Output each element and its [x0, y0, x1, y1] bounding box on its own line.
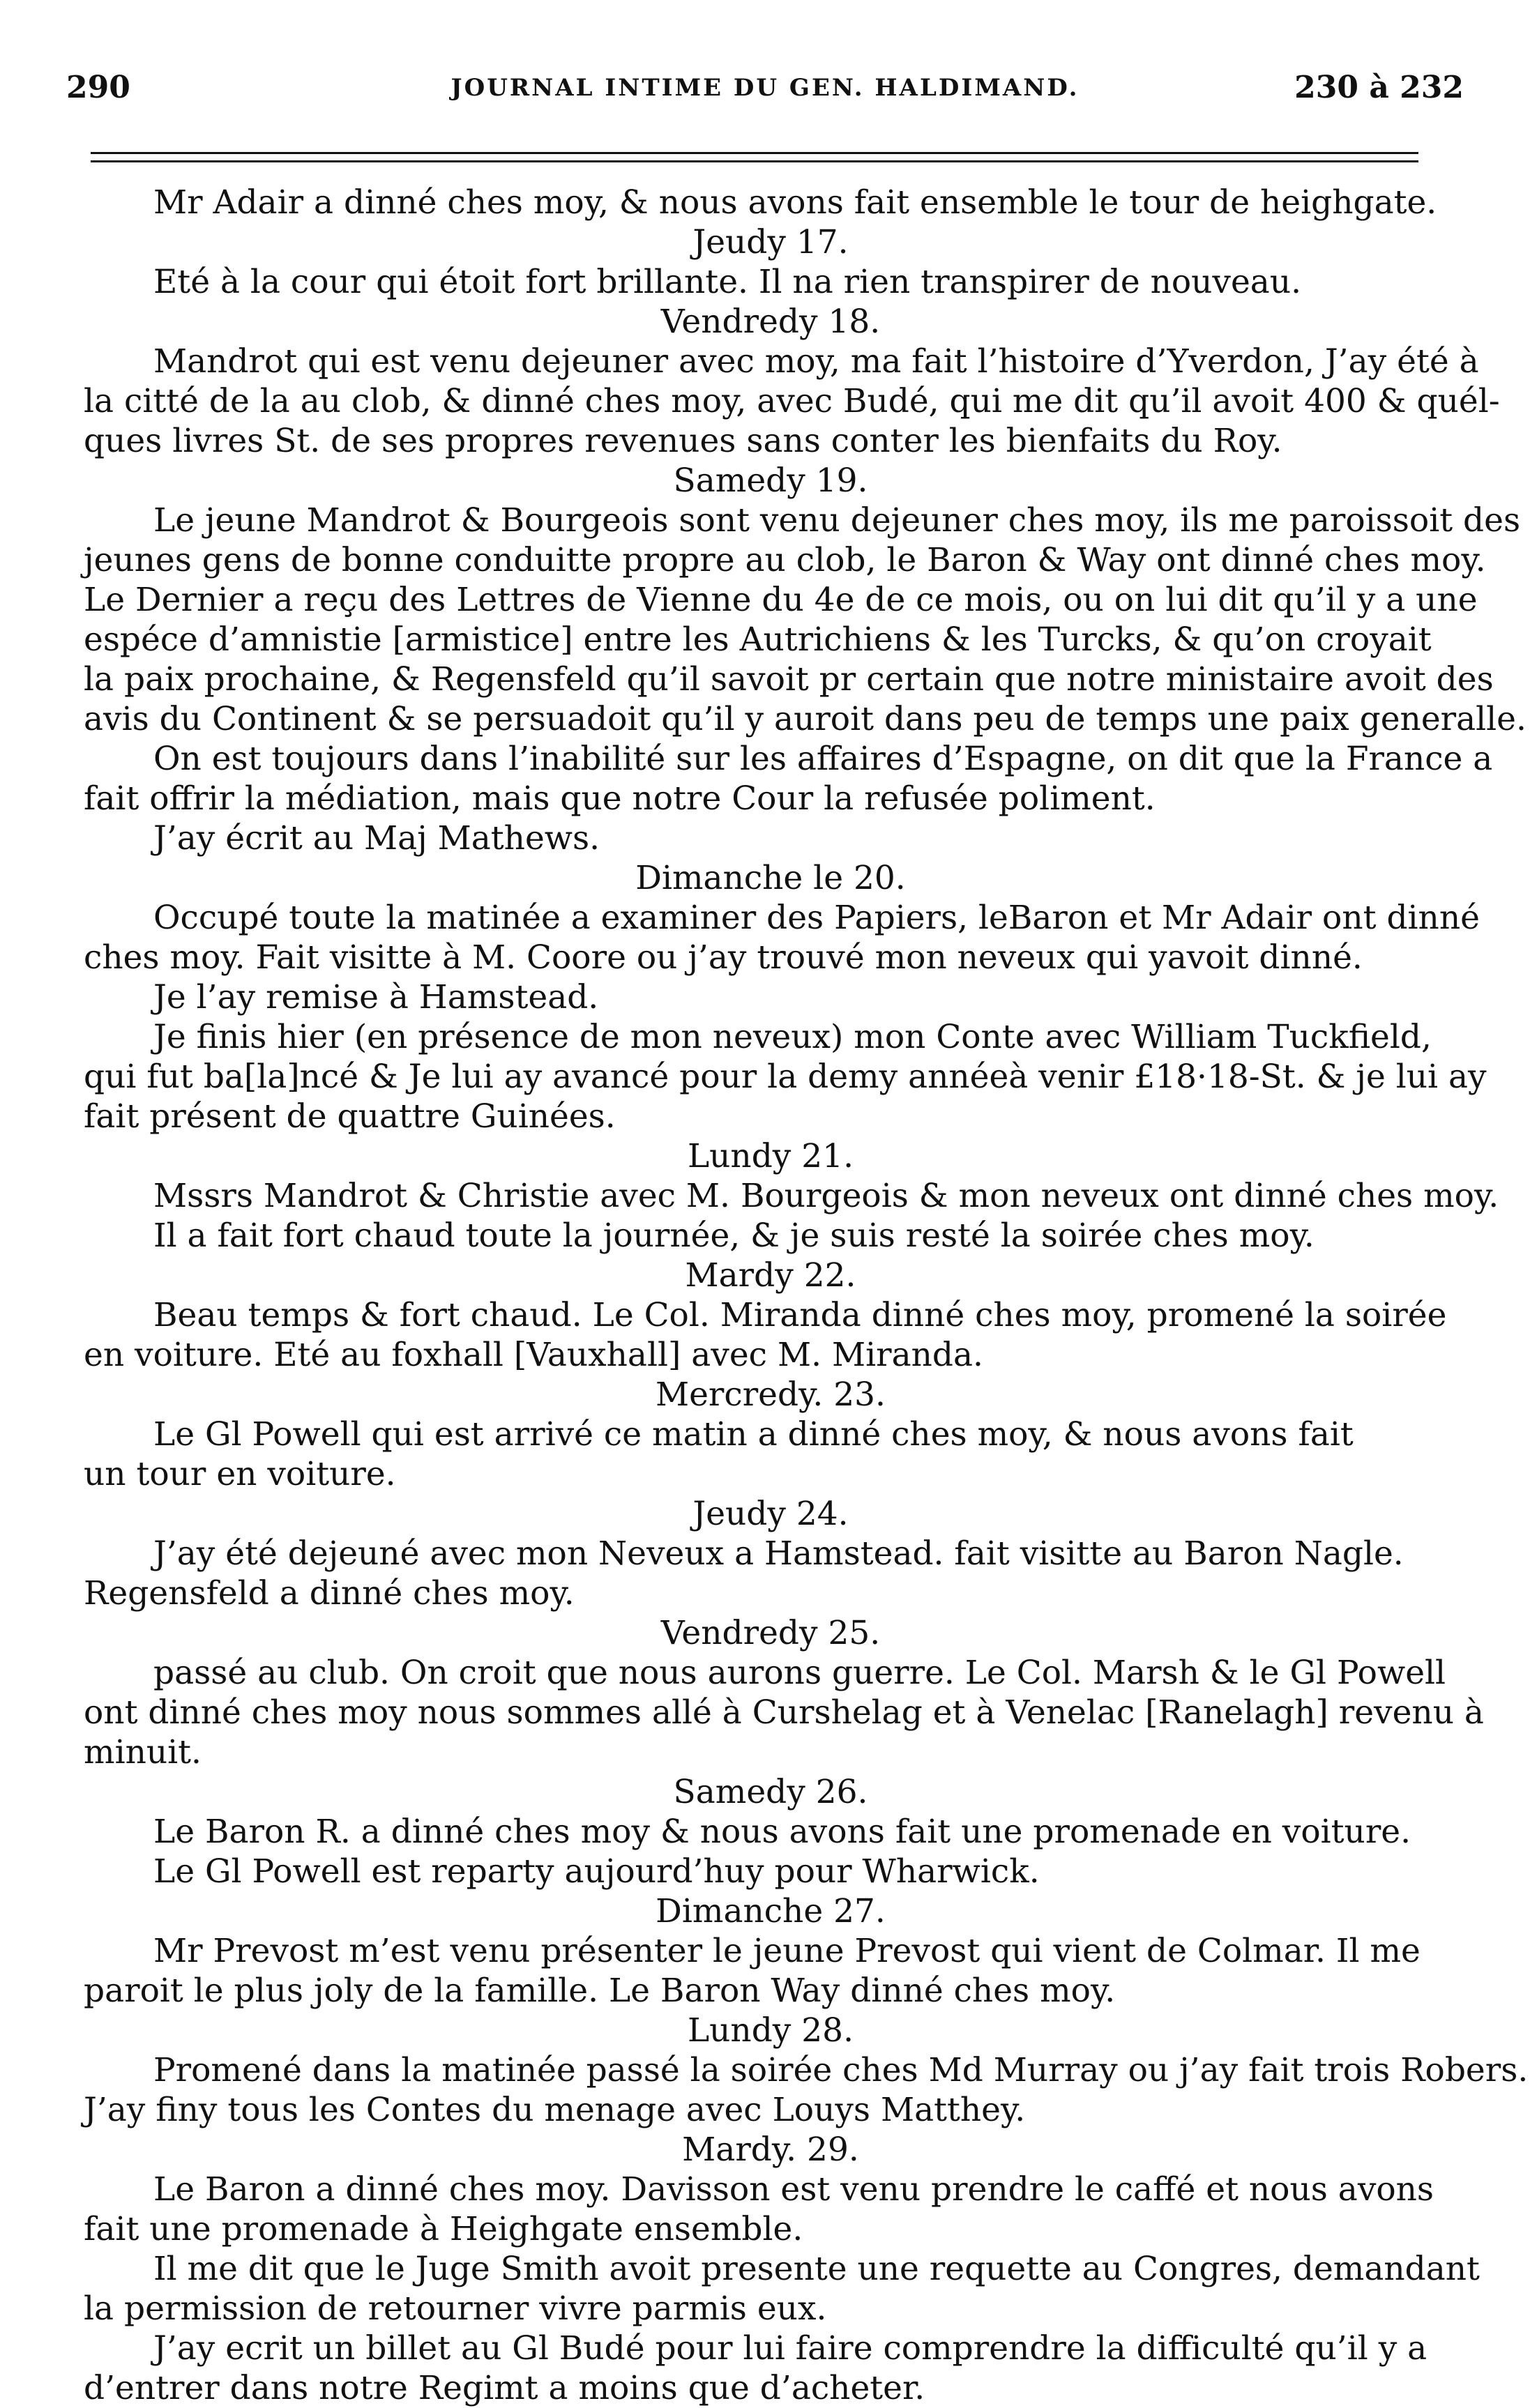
text-line: Regensfeld a dinné ches moy.	[84, 1574, 575, 1613]
text-line: Mssrs Mandrot & Christie avec M. Bourgeois & mon neveux ont dinné ches moy.	[153, 1177, 1499, 1215]
text-line: Mr Prevost m’est venu présenter le jeune Prevost qui vient de Colmar. Il me	[153, 1932, 1421, 1970]
text-line: la permission de retourner vivre parmis eux.	[84, 2289, 827, 2328]
text-line: paroit le plus joly de la famille. Le Baron Way dinné ches moy.	[84, 1972, 1116, 2010]
text-line: un tour en voiture.	[84, 1455, 396, 1493]
page-range: 230 à 232	[1294, 70, 1464, 105]
text-line: la paix prochaine, & Regensfeld qu’il savoit pr certain que notre ministaire avoit des	[84, 660, 1494, 699]
date-heading: Jeudy 17.	[692, 223, 849, 261]
date-heading: Mercredy. 23.	[655, 1376, 886, 1414]
text-line: Promené dans la matinée passé la soirée ches Md Murray ou j’ay fait trois Robers.	[153, 2051, 1529, 2089]
text-line: ont dinné ches moy nous sommes allé à Curshelag et à Venelac [Ranelagh] revenu à	[84, 1693, 1484, 1732]
text-line: J’ay finy tous les Contes du menage avec Louys Matthey.	[84, 2091, 1026, 2129]
text-line: qui fut ba[la]ncé & Je lui ay avancé pour la demy annéeà venir £18·18-St. & je lui ay	[84, 1058, 1487, 1096]
running-title: JOURNAL INTIME DU GEN. HALDIMAND.	[450, 74, 1080, 102]
text-line: Je finis hier (en présence de mon neveux) mon Conte avec William Tuckfield,	[153, 1018, 1432, 1056]
text-line: Beau temps & fort chaud. Le Col. Miranda dinné ches moy, promené la soirée	[153, 1296, 1447, 1334]
text-line: la citté de la au clob, & dinné ches moy, avec Budé, qui me dit qu’il avoit 400 & quél-	[84, 382, 1500, 420]
text-line: Je l’ay remise à Hamstead.	[153, 978, 599, 1016]
text-line: J’ay ecrit un billet au Gl Budé pour lui faire comprendre la difficulté qu’il y a	[153, 2329, 1427, 2368]
header-rule-top	[91, 152, 1418, 154]
page-number: 290	[66, 70, 130, 105]
text-line: espéce d’amnistie [armistice] entre les Autrichiens & les Turcks, & qu’on croyait	[84, 620, 1432, 659]
journal-body	[84, 183, 1529, 2408]
text-line: J’ay écrit au Maj Mathews.	[153, 819, 600, 858]
date-heading: Mardy 22.	[685, 1256, 856, 1295]
date-heading: Vendredy 25.	[660, 1614, 881, 1652]
date-heading: Lundy 28.	[687, 2011, 854, 2050]
date-heading: Lundy 21.	[687, 1137, 854, 1175]
date-heading: Samedy 19.	[673, 462, 868, 500]
date-heading: Vendredy 18.	[660, 303, 881, 341]
text-line: Le Dernier a reçu des Lettres de Vienne du 4e de ce mois, ou on lui dit qu’il y a une	[84, 581, 1478, 619]
text-line: d’entrer dans notre Regimt a moins que d’acheter.	[84, 2369, 925, 2407]
running-header	[66, 70, 1464, 112]
text-line: passé au club. On croit que nous aurons guerre. Le Col. Marsh & le Gl Powell	[153, 1654, 1446, 1692]
text-line: J’ay été dejeuné avec mon Neveux a Hamstead. fait visitte au Baron Nagle.	[153, 1534, 1404, 1573]
text-line: Il me dit que le Juge Smith avoit presente une requette au Congres, demandant	[153, 2250, 1480, 2288]
text-line: Mr Adair a dinné ches moy, & nous avons fait ensemble le tour de heighgate.	[153, 183, 1437, 222]
text-line: minuit.	[84, 1733, 202, 1771]
text-line: Le Baron a dinné ches moy. Davisson est venu prendre le caffé et nous avons	[153, 2170, 1434, 2209]
text-line: jeunes gens de bonne conduitte propre au clob, le Baron & Way ont dinné ches moy.	[84, 541, 1486, 579]
date-heading: Samedy 26.	[673, 1773, 868, 1811]
text-line: Occupé toute la matinée a examiner des Papiers, leBaron et Mr Adair ont dinné	[153, 899, 1480, 937]
date-heading: Dimanche 27.	[656, 1892, 886, 1930]
text-line: fait une promenade à Heighgate ensemble.	[84, 2210, 803, 2248]
text-line: Le jeune Mandrot & Bourgeois sont venu dejeuner ches moy, ils me paroissoit des	[153, 501, 1521, 540]
text-line: On est toujours dans l’inabilité sur les affaires d’Espagne, on dit que la France a	[153, 740, 1493, 778]
text-line: fait offrir la médiation, mais que notre Cour la refusée poliment.	[84, 779, 1156, 818]
text-line: Le Gl Powell est reparty aujourd’huy pour Wharwick.	[153, 1852, 1040, 1891]
date-heading: Jeudy 24.	[692, 1495, 849, 1533]
text-line: ques livres St. de ses propres revenues sans conter les bienfaits du Roy.	[84, 422, 1282, 460]
header-rule-bottom	[91, 160, 1418, 162]
date-heading: Mardy. 29.	[682, 2131, 859, 2169]
text-line: avis du Continent & se persuadoit qu’il y auroit dans peu de temps une paix generalle.	[84, 700, 1527, 738]
text-line: ches moy. Fait visitte à M. Coore ou j’ay trouvé mon neveux qui yavoit dinné.	[84, 938, 1363, 977]
text-line: Le Gl Powell qui est arrivé ce matin a dinné ches moy, & nous avons fait	[153, 1415, 1354, 1454]
text-line: Le Baron R. a dinné ches moy & nous avons fait une promenade en voiture.	[153, 1813, 1411, 1851]
text-line: Il a fait fort chaud toute la journée, & je suis resté la soirée ches moy.	[153, 1217, 1315, 1255]
text-line: fait présent de quattre Guinées.	[84, 1097, 616, 1136]
text-line: Eté à la cour qui étoit fort brillante. Il na rien transpirer de nouveau.	[153, 263, 1302, 301]
text-line: Mandrot qui est venu dejeuner avec moy, ma fait l’histoire d’Yverdon, J’ay été à	[153, 342, 1479, 381]
text-line: en voiture. Eté au foxhall [Vauxhall] avec M. Miranda.	[84, 1336, 983, 1374]
date-heading: Dimanche le 20.	[635, 859, 906, 897]
